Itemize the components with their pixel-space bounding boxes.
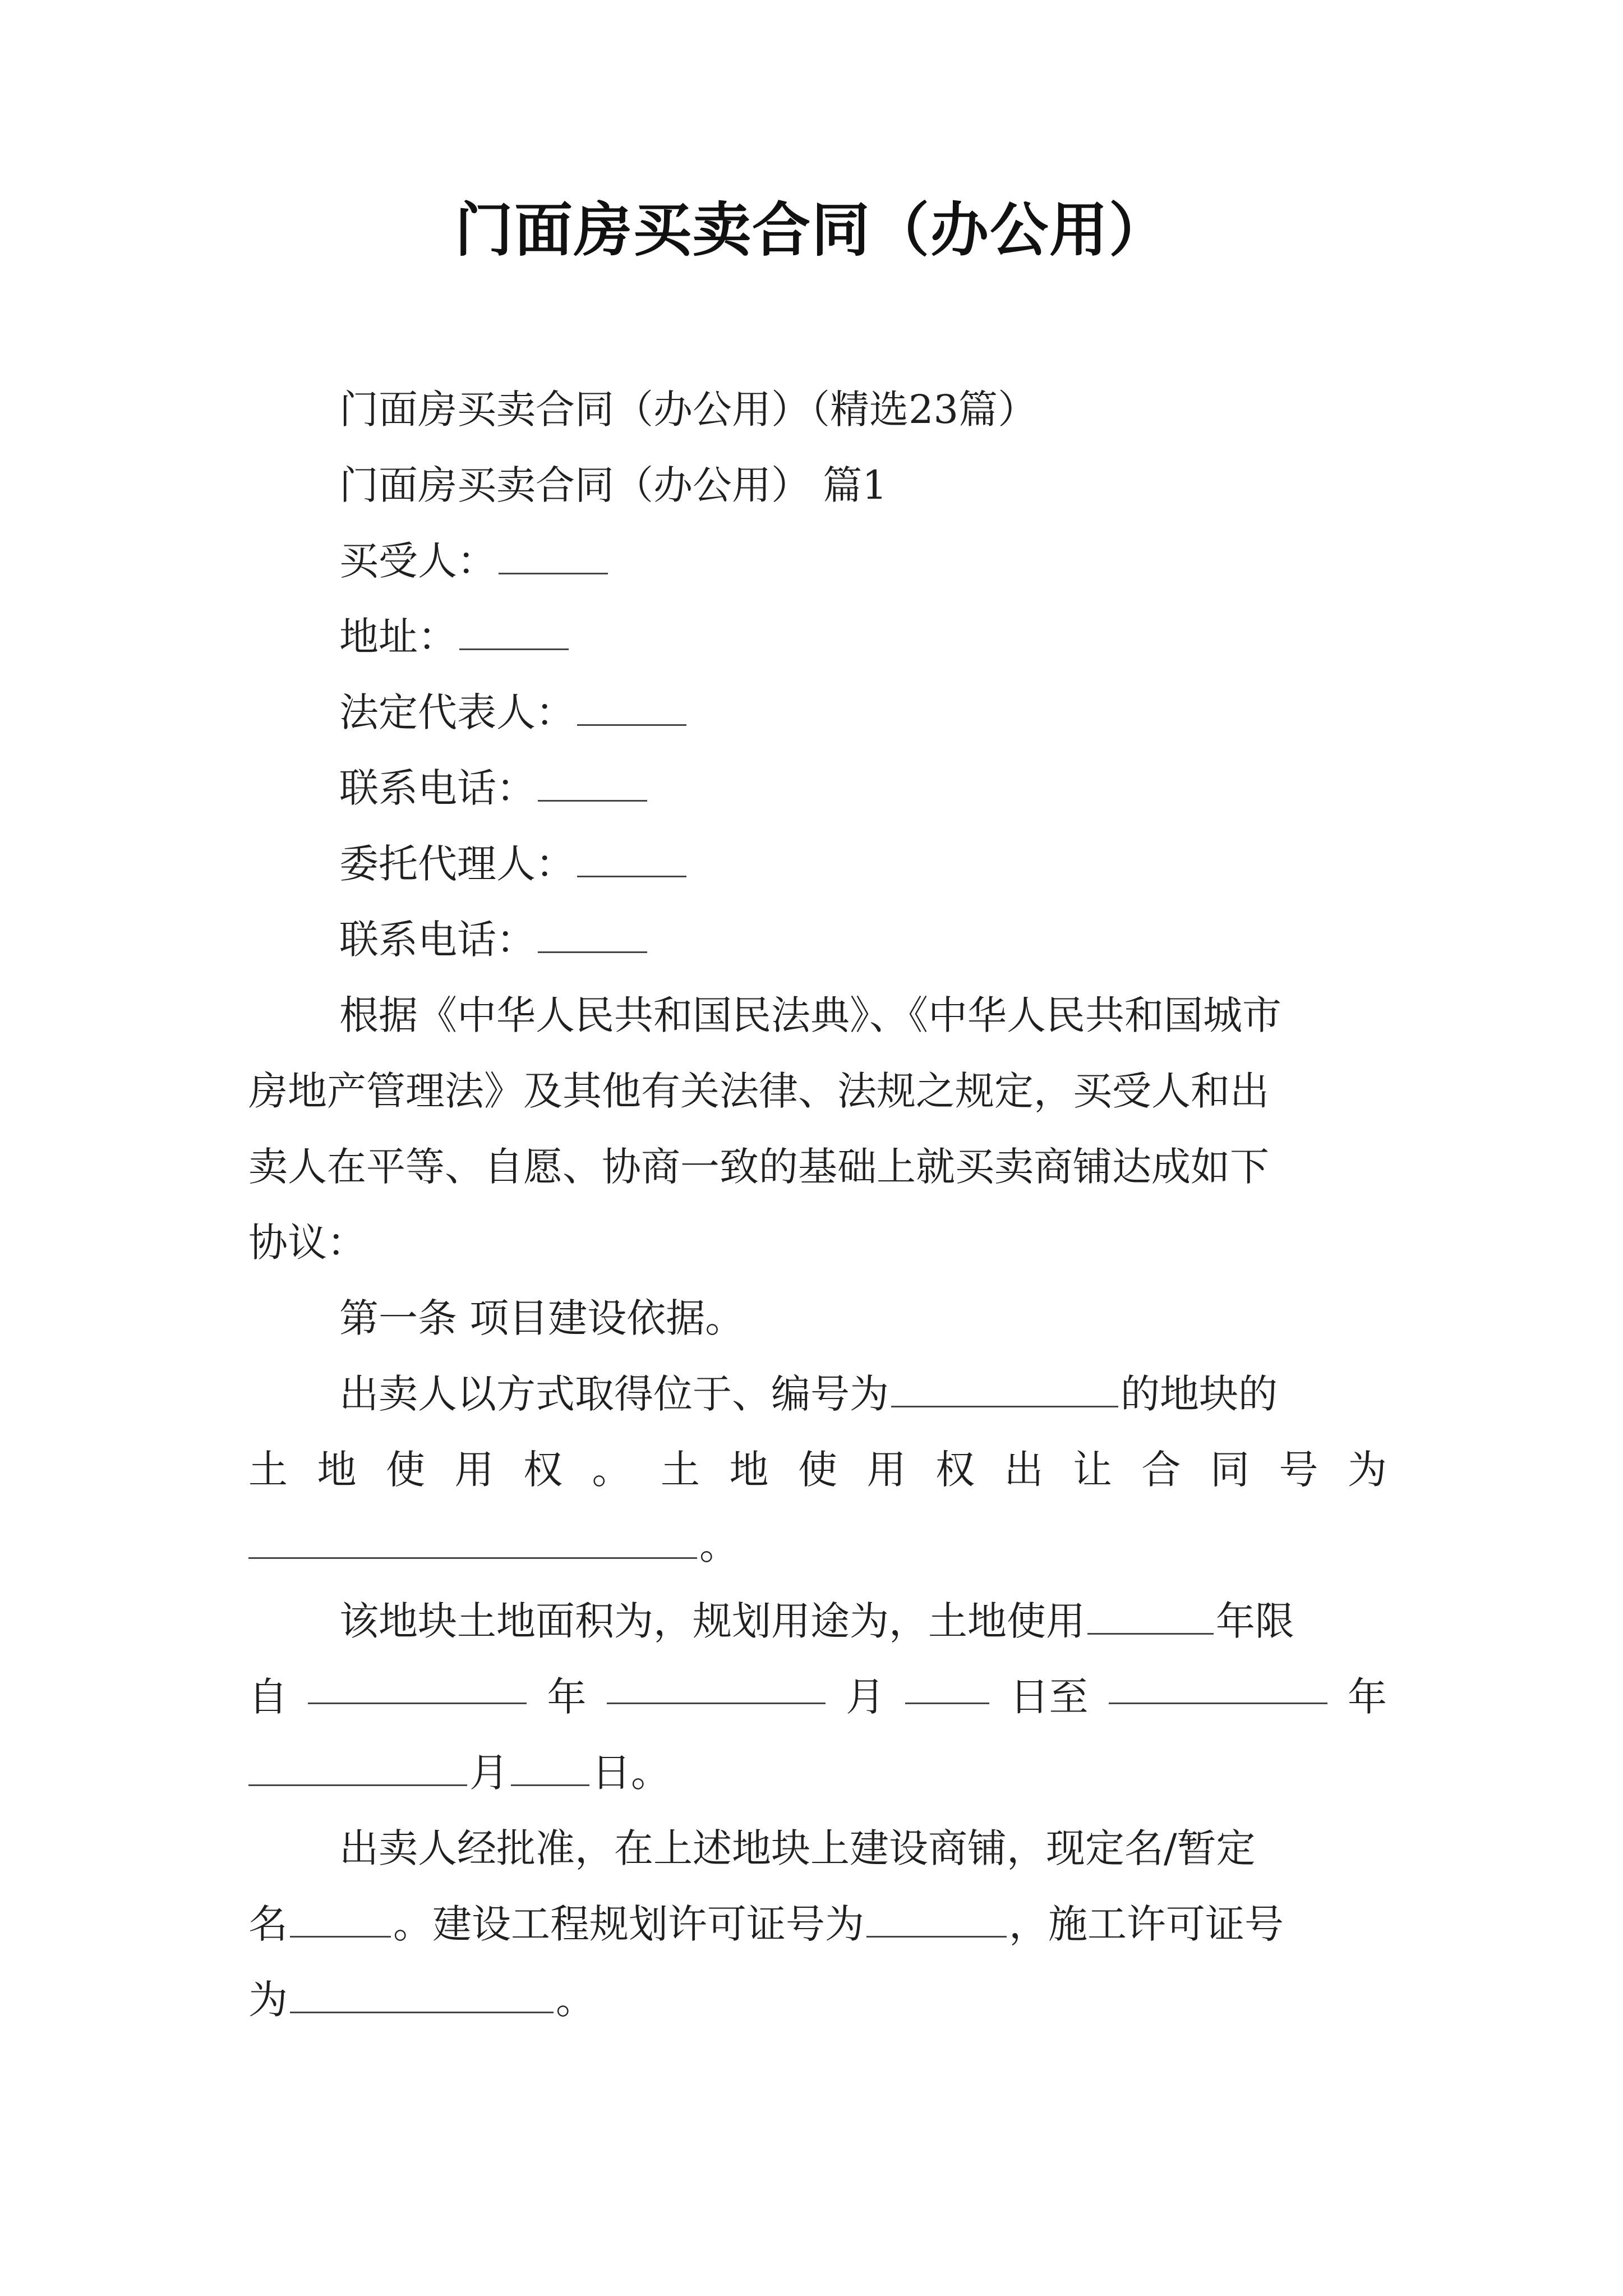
article-1-p1-line-3 [248, 1517, 739, 1573]
article-1-heading: 第一条 项目建设依据。 [339, 1295, 745, 1341]
agent-label: 委托代理人： [339, 841, 575, 887]
text-segment: 年 [1348, 1674, 1387, 1720]
spread-char: 地 [729, 1447, 769, 1493]
text-segment: 年限 [1216, 1598, 1294, 1644]
article-1-p2-line-1 [339, 1593, 1294, 1649]
buyer-label: 买受人： [339, 538, 496, 584]
spread-char: 。 [592, 1447, 631, 1493]
article-1-p2-line-2 [248, 1669, 1387, 1725]
text-segment: 年 [547, 1674, 587, 1720]
agent-blank [577, 842, 686, 877]
text-segment: 该地块土地面积为，规划用途为，土地使用 [339, 1598, 1085, 1644]
text-segment: 。 [699, 1522, 739, 1568]
subtitle: 门面房买卖合同（办公用）（精选23篇） [339, 386, 1038, 432]
address-field [339, 609, 571, 665]
start-day-blank [905, 1669, 989, 1704]
text-segment: 为 [248, 1977, 288, 2023]
preamble-line-2: 房地产管理法》及其他有关法律、法规之规定，买受人和出 [248, 1068, 1269, 1114]
article-1-p3-line-3 [248, 1972, 595, 2028]
spread-char: 使 [386, 1447, 425, 1493]
text-segment: 自 [248, 1674, 288, 1720]
article-1-p2-line-3 [248, 1745, 670, 1801]
article-1-p3-line-2 [248, 1896, 1284, 1952]
spread-char: 用 [866, 1447, 906, 1493]
buyer-field [339, 533, 610, 589]
article-1-p3-line-1: 出卖人经批准，在上述地块上建设商铺，现定名/暂定 [339, 1825, 1256, 1871]
legal-rep-label: 法定代表人： [339, 689, 575, 735]
spread-char: 出 [1004, 1447, 1044, 1493]
end-year-blank [1109, 1669, 1327, 1704]
text-segment: ，施工许可证号 [1009, 1901, 1284, 1947]
article-1-p1-line-1 [339, 1366, 1278, 1422]
phone1-label: 联系电话： [339, 765, 536, 811]
planning-permit-blank [866, 1902, 1007, 1938]
spread-char: 号 [1279, 1447, 1318, 1493]
spread-char: 权 [935, 1447, 975, 1493]
preamble-line-4: 协议： [248, 1220, 366, 1266]
document-title: 门面房买卖合同（办公用） [454, 195, 1168, 264]
legal-rep-blank [577, 691, 686, 726]
spread-char: 使 [798, 1447, 837, 1493]
contract-number-blank [248, 1524, 697, 1559]
text-segment: 的地块的 [1121, 1371, 1278, 1417]
text-segment: 月 [846, 1674, 885, 1720]
spread-char: 用 [454, 1447, 494, 1493]
spread-char: 土 [248, 1447, 288, 1493]
address-blank [459, 615, 569, 650]
legal-rep-field [339, 684, 689, 740]
part-heading: 门面房买卖合同（办公用） 篇1 [339, 462, 887, 508]
project-name-blank [290, 1902, 391, 1938]
start-month-blank [607, 1669, 826, 1704]
end-day-blank [511, 1751, 589, 1786]
preamble-line-3: 卖人在平等、自愿、协商一致的基础上就买卖商铺达成如下 [248, 1144, 1269, 1190]
phone1-blank [538, 766, 647, 802]
spread-char: 地 [317, 1447, 357, 1493]
construction-permit-blank [290, 1978, 554, 2013]
article-1-p1-line-2 [248, 1442, 1387, 1498]
parcel-number-blank [891, 1372, 1118, 1407]
phone2-blank [538, 918, 647, 953]
text-segment: 名 [248, 1901, 288, 1947]
spread-char: 合 [1141, 1447, 1181, 1493]
phone2-label: 联系电话： [339, 917, 536, 963]
address-label: 地址： [339, 614, 457, 660]
agent-field [339, 836, 689, 892]
spread-char: 权 [523, 1447, 562, 1493]
text-segment: 日。 [592, 1750, 670, 1796]
term-blank [1087, 1599, 1214, 1635]
text-segment: 出卖人以方式取得位于、编号为 [339, 1371, 889, 1417]
spread-char: 为 [1348, 1447, 1387, 1493]
text-segment: 。 [556, 1977, 595, 2023]
spread-char: 同 [1210, 1447, 1249, 1493]
phone1-field [339, 760, 649, 816]
text-segment: 日至 [1009, 1674, 1089, 1720]
phone2-field [339, 912, 649, 968]
text-segment: 。建设工程规划许可证号为 [393, 1901, 864, 1947]
buyer-blank [499, 539, 608, 574]
spread-char: 让 [1073, 1447, 1112, 1493]
start-year-blank [308, 1669, 527, 1704]
end-month-blank [248, 1751, 467, 1786]
text-segment: 月 [469, 1750, 509, 1796]
spread-char: 土 [661, 1447, 700, 1493]
preamble-line-1: 根据《中华人民共和国民法典》、《中华人民共和国城市 [339, 992, 1281, 1038]
